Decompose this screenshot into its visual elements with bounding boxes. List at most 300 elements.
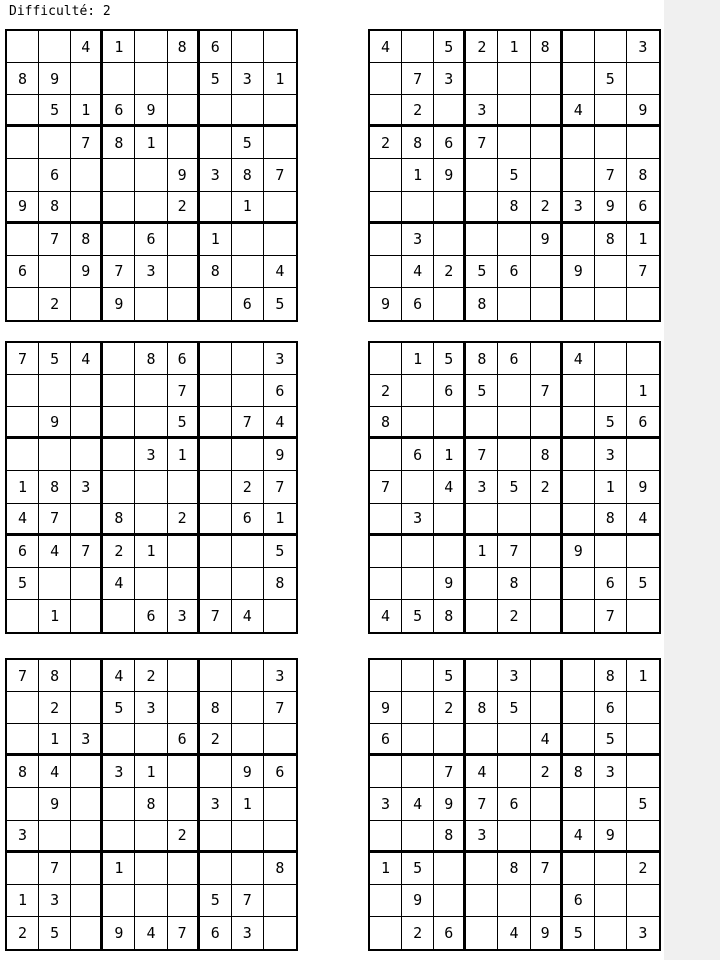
sudoku-cell[interactable]: 1 [71,95,103,127]
sudoku-cell[interactable]: 2 [200,724,232,756]
sudoku-cell[interactable]: 5 [275,294,285,313]
sudoku-cell[interactable] [370,536,402,568]
sudoku-cell[interactable]: 8 [39,471,71,503]
sudoku-cell[interactable]: 5 [595,407,627,439]
sudoku-cell[interactable]: 9 [434,159,466,191]
sudoku-cell[interactable] [103,439,135,471]
sudoku-cell[interactable]: 4 [498,917,530,949]
sudoku-cell[interactable]: 7 [466,788,498,820]
sudoku-cell[interactable] [7,127,39,159]
sudoku-cell[interactable]: 9 [370,692,402,724]
sudoku-cell[interactable]: 6 [168,724,200,756]
sudoku-cell[interactable] [563,63,595,95]
sudoku-cell[interactable]: 6 [7,256,39,288]
sudoku-cell[interactable] [595,885,627,917]
sudoku-cell[interactable] [71,692,103,724]
sudoku-cell[interactable] [434,724,466,756]
sudoku-cell[interactable]: 4 [103,568,135,600]
sudoku-cell[interactable]: 2 [531,192,563,224]
sudoku-cell[interactable]: 1 [135,756,167,788]
sudoku-cell[interactable] [466,504,498,536]
sudoku-cell[interactable]: 1 [103,853,135,885]
sudoku-cell[interactable]: 4 [370,31,402,63]
sudoku-cell[interactable] [627,288,659,320]
sudoku-cell[interactable] [434,407,466,439]
sudoku-cell[interactable]: 4 [264,407,296,439]
sudoku-cell[interactable]: 8 [595,660,627,692]
sudoku-cell[interactable] [595,917,627,949]
sudoku-cell[interactable] [498,885,530,917]
sudoku-cell[interactable]: 7 [531,853,563,885]
sudoku-cell[interactable]: 2 [39,692,71,724]
sudoku-cell[interactable] [627,127,659,159]
sudoku-cell[interactable]: 3 [200,788,232,820]
sudoku-cell[interactable]: 9 [595,821,627,853]
sudoku-cell[interactable] [232,821,264,853]
sudoku-cell[interactable]: 3 [638,923,648,942]
sudoku-cell[interactable] [563,568,595,600]
sudoku-cell[interactable] [434,885,466,917]
sudoku-cell[interactable]: 7 [370,471,402,503]
sudoku-cell[interactable]: 4 [402,788,434,820]
sudoku-cell[interactable] [232,853,264,885]
sudoku-cell[interactable]: 2 [370,127,402,159]
sudoku-cell[interactable]: 8 [498,853,530,885]
sudoku-cell[interactable] [168,288,200,320]
sudoku-cell[interactable] [370,95,402,127]
sudoku-cell[interactable]: 6 [135,600,167,632]
sudoku-cell[interactable] [135,375,167,407]
sudoku-cell[interactable] [39,568,71,600]
sudoku-cell[interactable]: 2 [7,917,39,949]
sudoku-cell[interactable] [232,692,264,724]
sudoku-cell[interactable]: 8 [7,756,39,788]
sudoku-cell[interactable] [595,536,627,568]
sudoku-cell[interactable]: 7 [232,407,264,439]
sudoku-cell[interactable] [103,343,135,375]
sudoku-cell[interactable] [135,288,167,320]
sudoku-cell[interactable]: 1 [7,885,39,917]
sudoku-cell[interactable]: 9 [402,885,434,917]
sudoku-cell[interactable]: 2 [135,660,167,692]
sudoku-cell[interactable] [595,127,627,159]
sudoku-cell[interactable] [402,375,434,407]
sudoku-cell[interactable] [7,788,39,820]
sudoku-cell[interactable]: 8 [168,31,200,63]
sudoku-cell[interactable]: 7 [531,375,563,407]
sudoku-cell[interactable]: 1 [264,63,296,95]
sudoku-cell[interactable]: 7 [39,504,71,536]
sudoku-cell[interactable]: 7 [103,256,135,288]
sudoku-cell[interactable] [563,439,595,471]
sudoku-cell[interactable] [135,471,167,503]
sudoku-cell[interactable] [71,600,103,632]
sudoku-cell[interactable]: 5 [627,788,659,820]
sudoku-cell[interactable] [627,343,659,375]
sudoku-cell[interactable]: 8 [264,568,296,600]
sudoku-cell[interactable]: 1 [627,660,659,692]
sudoku-cell[interactable] [71,821,103,853]
sudoku-cell[interactable]: 5 [39,95,71,127]
sudoku-cell[interactable] [595,375,627,407]
sudoku-cell[interactable]: 8 [39,660,71,692]
sudoku-cell[interactable]: 2 [39,288,71,320]
sudoku-cell[interactable]: 1 [232,788,264,820]
sudoku-cell[interactable]: 7 [595,600,627,632]
sudoku-cell[interactable] [466,407,498,439]
sudoku-cell[interactable] [200,375,232,407]
sudoku-cell[interactable] [103,159,135,191]
sudoku-cell[interactable]: 4 [264,256,296,288]
sudoku-cell[interactable] [200,568,232,600]
sudoku-cell[interactable] [200,471,232,503]
sudoku-cell[interactable] [402,756,434,788]
sudoku-cell[interactable] [531,536,563,568]
sudoku-cell[interactable]: 3 [434,63,466,95]
sudoku-cell[interactable]: 2 [168,821,200,853]
sudoku-cell[interactable]: 2 [168,504,200,536]
sudoku-cell[interactable]: 3 [466,95,498,127]
sudoku-cell[interactable]: 5 [595,63,627,95]
sudoku-cell[interactable]: 9 [103,288,135,320]
sudoku-cell[interactable] [370,568,402,600]
sudoku-cell[interactable] [200,439,232,471]
sudoku-cell[interactable] [498,504,530,536]
sudoku-cell[interactable] [466,853,498,885]
sudoku-cell[interactable]: 6 [264,756,296,788]
sudoku-cell[interactable]: 6 [627,407,659,439]
sudoku-cell[interactable]: 4 [103,660,135,692]
sudoku-cell[interactable] [531,885,563,917]
sudoku-cell[interactable] [595,95,627,127]
sudoku-cell[interactable]: 1 [264,504,296,536]
sudoku-cell[interactable] [264,821,296,853]
sudoku-cell[interactable] [434,224,466,256]
sudoku-cell[interactable]: 2 [370,375,402,407]
sudoku-cell[interactable] [168,471,200,503]
sudoku-cell[interactable]: 9 [531,917,563,949]
sudoku-cell[interactable]: 3 [135,256,167,288]
sudoku-cell[interactable] [39,439,71,471]
sudoku-cell[interactable]: 1 [135,127,167,159]
sudoku-cell[interactable]: 2 [232,471,264,503]
sudoku-cell[interactable]: 6 [498,343,530,375]
sudoku-cell[interactable]: 6 [595,568,627,600]
sudoku-cell[interactable]: 6 [39,159,71,191]
sudoku-cell[interactable]: 5 [200,885,232,917]
sudoku-cell[interactable] [135,31,167,63]
sudoku-cell[interactable] [531,63,563,95]
sudoku-cell[interactable] [200,288,232,320]
sudoku-cell[interactable]: 1 [402,343,434,375]
sudoku-cell[interactable] [498,756,530,788]
sudoku-cell[interactable] [7,95,39,127]
sudoku-cell[interactable] [531,568,563,600]
sudoku-cell[interactable]: 9 [563,256,595,288]
sudoku-cell[interactable]: 3 [402,224,434,256]
sudoku-cell[interactable]: 8 [135,343,167,375]
sudoku-cell[interactable] [103,407,135,439]
sudoku-cell[interactable]: 9 [71,256,103,288]
sudoku-cell[interactable] [563,853,595,885]
sudoku-cell[interactable]: 7 [434,756,466,788]
sudoku-cell[interactable]: 8 [402,127,434,159]
sudoku-cell[interactable] [71,63,103,95]
sudoku-cell[interactable]: 6 [595,692,627,724]
sudoku-cell[interactable]: 7 [264,471,296,503]
sudoku-cell[interactable] [563,471,595,503]
sudoku-cell[interactable]: 6 [627,192,659,224]
sudoku-cell[interactable] [595,31,627,63]
sudoku-cell[interactable]: 5 [434,343,466,375]
sudoku-cell[interactable] [563,375,595,407]
sudoku-cell[interactable] [402,192,434,224]
sudoku-cell[interactable]: 7 [200,600,232,632]
sudoku-cell[interactable] [135,407,167,439]
sudoku-cell[interactable]: 8 [498,568,530,600]
sudoku-cell[interactable] [466,724,498,756]
sudoku-cell[interactable] [39,375,71,407]
sudoku-cell[interactable] [135,821,167,853]
sudoku-cell[interactable] [103,724,135,756]
sudoku-cell[interactable] [627,536,659,568]
sudoku-cell[interactable]: 3 [264,343,296,375]
sudoku-cell[interactable]: 8 [103,127,135,159]
sudoku-cell[interactable] [466,63,498,95]
sudoku-cell[interactable]: 8 [466,288,498,320]
sudoku-cell[interactable] [71,159,103,191]
sudoku-cell[interactable]: 3 [7,821,39,853]
sudoku-cell[interactable]: 4 [71,343,103,375]
sudoku-cell[interactable] [168,63,200,95]
sudoku-cell[interactable]: 5 [39,917,71,949]
sudoku-cell[interactable]: 9 [434,568,466,600]
sudoku-cell[interactable] [531,343,563,375]
sudoku-cell[interactable]: 9 [39,788,71,820]
sudoku-cell[interactable]: 7 [466,127,498,159]
sudoku-cell[interactable] [168,660,200,692]
sudoku-cell[interactable] [39,127,71,159]
sudoku-cell[interactable] [627,756,659,788]
sudoku-cell[interactable] [434,288,466,320]
sudoku-cell[interactable]: 7 [39,853,71,885]
sudoku-cell[interactable] [498,63,530,95]
sudoku-cell[interactable]: 8 [563,756,595,788]
sudoku-cell[interactable] [370,256,402,288]
sudoku-cell[interactable] [103,885,135,917]
sudoku-cell[interactable]: 2 [531,471,563,503]
sudoku-cell[interactable] [103,788,135,820]
sudoku-cell[interactable]: 3 [168,600,200,632]
sudoku-cell[interactable] [264,885,296,917]
sudoku-cell[interactable] [627,692,659,724]
sudoku-cell[interactable]: 1 [595,471,627,503]
sudoku-cell[interactable]: 2 [168,192,200,224]
sudoku-cell[interactable] [531,788,563,820]
sudoku-cell[interactable] [71,375,103,407]
sudoku-cell[interactable]: 1 [200,224,232,256]
sudoku-cell[interactable] [563,692,595,724]
sudoku-cell[interactable]: 9 [7,192,39,224]
sudoku-cell[interactable]: 2 [402,917,434,949]
sudoku-cell[interactable]: 9 [627,95,659,127]
sudoku-cell[interactable]: 7 [7,343,39,375]
sudoku-cell[interactable]: 6 [135,224,167,256]
sudoku-cell[interactable] [71,756,103,788]
sudoku-cell[interactable] [200,192,232,224]
sudoku-cell[interactable] [264,127,296,159]
sudoku-cell[interactable] [135,885,167,917]
sudoku-cell[interactable]: 8 [531,439,563,471]
sudoku-cell[interactable]: 5 [200,63,232,95]
sudoku-cell[interactable] [7,31,39,63]
sudoku-cell[interactable] [264,192,296,224]
sudoku-cell[interactable]: 7 [627,256,659,288]
sudoku-cell[interactable] [370,504,402,536]
sudoku-cell[interactable] [135,853,167,885]
sudoku-cell[interactable]: 9 [135,95,167,127]
sudoku-cell[interactable]: 3 [498,660,530,692]
sudoku-cell[interactable]: 8 [264,853,296,885]
sudoku-cell[interactable] [531,600,563,632]
sudoku-cell[interactable] [168,885,200,917]
sudoku-cell[interactable]: 2 [531,756,563,788]
sudoku-cell[interactable]: 5 [434,660,466,692]
sudoku-cell[interactable] [434,504,466,536]
sudoku-cell[interactable] [135,192,167,224]
sudoku-cell[interactable]: 1 [135,536,167,568]
sudoku-cell[interactable] [466,917,498,949]
sudoku-cell[interactable] [103,192,135,224]
sudoku-cell[interactable]: 7 [71,536,103,568]
sudoku-cell[interactable] [466,660,498,692]
sudoku-cell[interactable] [627,885,659,917]
sudoku-cell[interactable] [498,288,530,320]
sudoku-cell[interactable]: 6 [232,288,264,320]
sudoku-cell[interactable] [200,821,232,853]
sudoku-cell[interactable] [595,788,627,820]
sudoku-cell[interactable] [434,853,466,885]
sudoku-cell[interactable]: 9 [39,407,71,439]
sudoku-cell[interactable]: 8 [135,788,167,820]
sudoku-cell[interactable]: 5 [402,853,434,885]
sudoku-cell[interactable]: 6 [498,256,530,288]
sudoku-cell[interactable]: 8 [71,224,103,256]
sudoku-cell[interactable]: 6 [200,917,232,949]
sudoku-cell[interactable] [71,853,103,885]
sudoku-cell[interactable] [595,288,627,320]
sudoku-cell[interactable] [402,660,434,692]
sudoku-cell[interactable] [232,256,264,288]
sudoku-cell[interactable]: 8 [595,504,627,536]
sudoku-cell[interactable]: 4 [135,917,167,949]
sudoku-cell[interactable] [402,692,434,724]
sudoku-cell[interactable] [168,853,200,885]
sudoku-cell[interactable]: 4 [466,756,498,788]
sudoku-cell[interactable] [563,288,595,320]
sudoku-cell[interactable]: 7 [264,159,296,191]
sudoku-cell[interactable]: 3 [466,471,498,503]
sudoku-cell[interactable] [135,63,167,95]
sudoku-cell[interactable]: 2 [434,692,466,724]
sudoku-cell[interactable] [200,504,232,536]
sudoku-cell[interactable]: 1 [7,471,39,503]
sudoku-cell[interactable] [563,724,595,756]
sudoku-cell[interactable] [370,821,402,853]
sudoku-cell[interactable]: 4 [7,504,39,536]
sudoku-cell[interactable] [200,127,232,159]
sudoku-cell[interactable]: 8 [595,224,627,256]
sudoku-cell[interactable] [370,63,402,95]
sudoku-cell[interactable]: 3 [103,756,135,788]
sudoku-cell[interactable] [627,724,659,756]
sudoku-cell[interactable] [498,224,530,256]
sudoku-cell[interactable] [71,288,103,320]
sudoku-cell[interactable]: 8 [627,159,659,191]
sudoku-cell[interactable]: 4 [434,471,466,503]
sudoku-cell[interactable]: 9 [531,224,563,256]
sudoku-cell[interactable] [232,375,264,407]
sudoku-cell[interactable] [103,821,135,853]
sudoku-cell[interactable]: 1 [627,375,659,407]
sudoku-cell[interactable]: 5 [264,536,296,568]
sudoku-cell[interactable] [595,343,627,375]
sudoku-cell[interactable]: 4 [402,256,434,288]
sudoku-cell[interactable] [168,756,200,788]
sudoku-cell[interactable] [563,31,595,63]
sudoku-cell[interactable]: 8 [498,192,530,224]
sudoku-cell[interactable]: 7 [71,127,103,159]
sudoku-cell[interactable]: 7 [7,660,39,692]
sudoku-cell[interactable] [466,600,498,632]
sudoku-cell[interactable]: 8 [103,504,135,536]
sudoku-cell[interactable] [71,439,103,471]
sudoku-cell[interactable] [531,288,563,320]
sudoku-cell[interactable]: 5 [627,568,659,600]
sudoku-cell[interactable] [232,224,264,256]
sudoku-cell[interactable] [264,600,296,632]
sudoku-cell[interactable]: 1 [434,439,466,471]
sudoku-cell[interactable]: 5 [498,159,530,191]
sudoku-cell[interactable] [200,853,232,885]
sudoku-cell[interactable] [434,192,466,224]
sudoku-cell[interactable] [402,471,434,503]
sudoku-cell[interactable] [168,95,200,127]
sudoku-cell[interactable]: 5 [402,600,434,632]
sudoku-cell[interactable] [370,885,402,917]
sudoku-cell[interactable] [200,756,232,788]
sudoku-cell[interactable]: 8 [232,159,264,191]
sudoku-cell[interactable] [563,159,595,191]
sudoku-cell[interactable]: 5 [168,407,200,439]
sudoku-cell[interactable]: 5 [563,917,595,949]
sudoku-cell[interactable] [168,568,200,600]
sudoku-cell[interactable] [531,127,563,159]
sudoku-cell[interactable] [103,375,135,407]
sudoku-cell[interactable]: 8 [200,256,232,288]
sudoku-cell[interactable]: 6 [7,536,39,568]
sudoku-cell[interactable]: 6 [402,288,434,320]
sudoku-cell[interactable] [370,660,402,692]
sudoku-cell[interactable]: 5 [466,256,498,288]
sudoku-cell[interactable] [370,192,402,224]
sudoku-cell[interactable]: 2 [434,256,466,288]
sudoku-cell[interactable]: 8 [7,63,39,95]
sudoku-cell[interactable] [264,31,296,63]
sudoku-cell[interactable]: 5 [595,724,627,756]
sudoku-cell[interactable]: 9 [434,788,466,820]
sudoku-cell[interactable]: 7 [168,375,200,407]
